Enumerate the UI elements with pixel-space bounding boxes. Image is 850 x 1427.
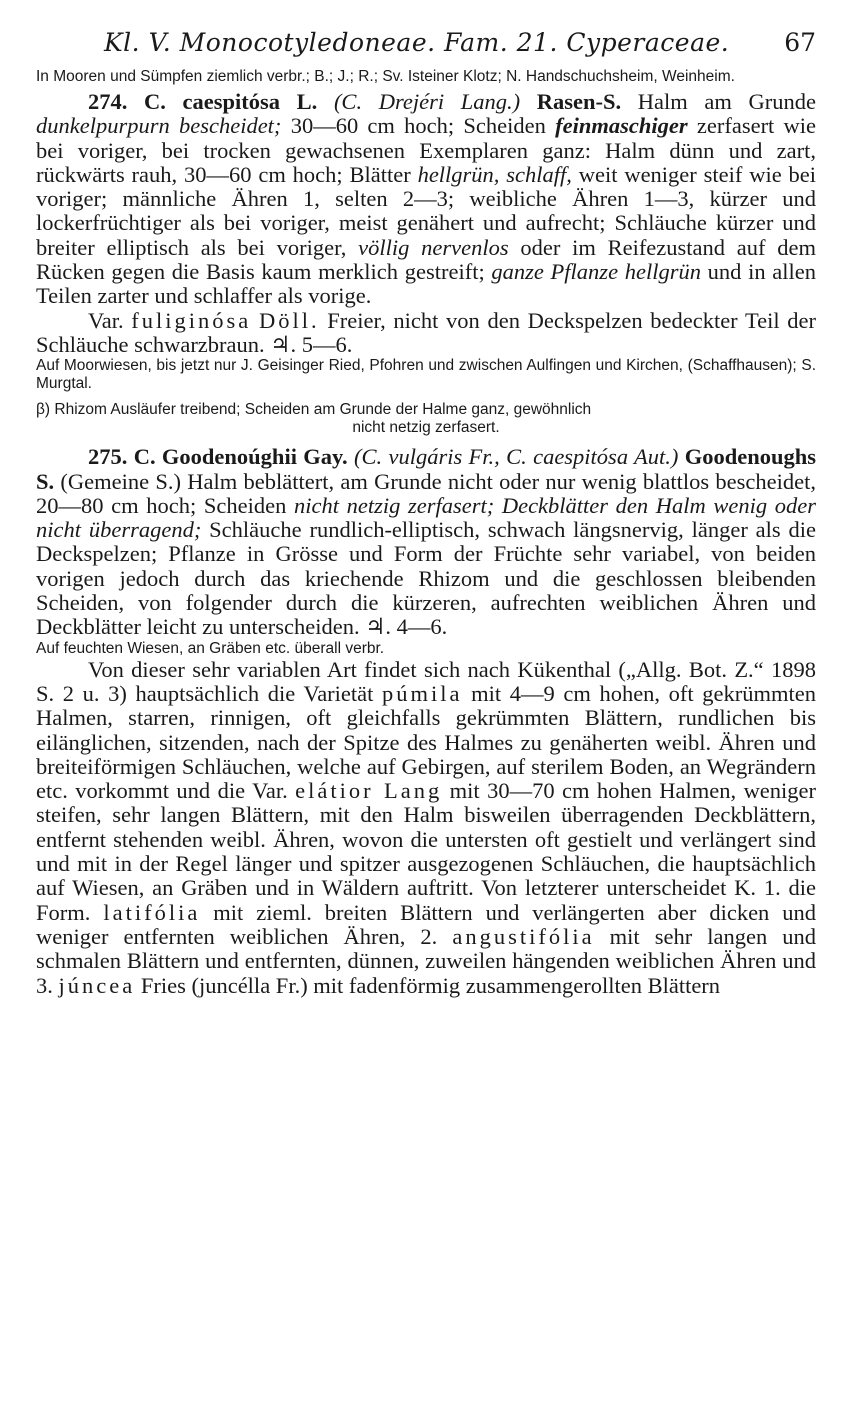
entry-275-discussion xyxy=(36,658,816,998)
discussion-text-3: mit 30—70 cm hohen Halmen, weniger steifen, sehr langen Blättern, mit den Halm bisweilen überragenden Deckblättern, entfernt stehenden weibl. Ähren, wovon die untersten oft gestielt und verlängert sind und mit in der Regel länger und spitzer ausgezogenen Schläuchen, die hauptsächlich auf Wiesen, an Gräben und in Wäldern auftritt. Von letzterer unterscheidet K. 1. die Form. xyxy=(36,778,817,925)
entry-274-synonym: (C. Drejéri Lang.) xyxy=(333,89,521,114)
variety-text: Freier, nicht von den Deckspelzen bedeckter Teil der Schläuche schwarzbraun. ♃. 5—6. xyxy=(36,307,816,357)
form-latifolia: latifólia xyxy=(103,899,201,925)
variety-name: fuliginósa xyxy=(131,307,252,333)
entry-274-italic-3: hellgrün, schlaff, xyxy=(417,161,572,187)
entry-274-variety xyxy=(36,309,816,358)
entry-275-number: 275. xyxy=(88,444,128,470)
entry-274-text-1: Halm am Grunde xyxy=(637,89,817,114)
beta-key-line-1: β) Rhizom Ausläufer treibend; Scheiden am Grunde der Halme ganz, gewöhnlich xyxy=(36,401,592,419)
form-angustifolia: angustifólia xyxy=(452,923,595,949)
entry-274-italic-1: dunkelpurpurn bescheidet; xyxy=(36,113,282,139)
entry-275-italic-1: nicht netzig zerfasert; Deckblätter den Halm wenig oder nicht überragend; xyxy=(36,492,817,543)
discussion-text-6: Fries (juncélla Fr.) mit fadenförmig zusammengerollten Blättern xyxy=(140,972,721,998)
discussion-text-5: mit sehr langen und schmalen Blättern und entfernten, dünnen, zuweilen hängenden weiblichen Ähren und 3. xyxy=(36,923,817,998)
entry-275-habitat-note: Auf feuchten Wiesen, an Gräben etc. überall verbr. xyxy=(36,639,385,657)
intro-habitat-note: In Mooren und Sümpfen ziemlich verbr.; B.; J.; R.; Sv. Isteiner Klotz; N. Handschuchsheim, Weinheim. xyxy=(36,68,735,85)
variety-author: Döll. xyxy=(258,307,320,333)
entry-274-text-2: 30—60 cm hoch; Scheiden xyxy=(290,113,546,139)
entry-274-text-4: weit weniger steif wie bei voriger; männliche Ähren 1, selten 2—3; weibliche Ähren 1—3, kürzer und lockerfrüchtiger als bei voriger, meist genähert und aufrecht; Schläuche kürzer und breiter elliptisch als bei voriger, xyxy=(36,161,817,260)
entry-274 xyxy=(36,90,816,309)
discussion-text-2: mit 4—9 cm hohen, oft gekrümmten Halmen, starren, rinnigen, oft gleichfalls gekrümmten Blättern, rundlichen bis eilänglichen, sitzenden, nach der Spitze des Halmes zu genäherten weibl. Ähren und breiteiförmigen Schläuchen, welche auf Gebirgen, auf sterilem Boden, an Wegrändern etc. vorkommt und die Var. xyxy=(36,680,816,804)
entry-274-italic-5: ganze Pflanze hellgrün xyxy=(491,259,701,285)
book-page xyxy=(36,28,816,998)
entry-275-synonym: (C. vulgáris Fr., C. caespitósa Aut.) xyxy=(354,444,679,470)
form-juncea: júncea xyxy=(58,972,136,998)
discussion-text-4: mit zieml. breiten Blättern und verlängerten aber dicken und weniger entfernten weiblichen Ähren, 2. xyxy=(36,899,817,949)
running-header xyxy=(36,28,816,64)
variety-elatior: elátior Lang xyxy=(295,778,443,804)
entry-274-name: C. caespitósa L. xyxy=(144,89,318,114)
entry-275-name: C. Goodenoúghii Gay. xyxy=(133,444,348,470)
entry-274-italic-4: völlig nervenlos xyxy=(358,234,509,260)
entry-275-text-1: (Gemeine S.) Halm beblättert, am Grunde nicht oder nur wenig blattlos bescheidet, 20—80 cm hoch; Scheiden xyxy=(36,468,817,518)
entry-274-italic-2: feinmaschiger xyxy=(555,113,688,139)
entry-275-text-2: Schläuche rundlich-elliptisch, schwach längsnervig, länger als die Deckspelzen; Pflanze in Grösse und Form der Früchte sehr variabel, von beiden vorigen jedoch durch das kriechende Rhizom und die geschlossen bleibenden Scheiden, von folgender durch die kürzeren, aufrechten weiblichen Ähren und Deckblätter leicht zu unterscheiden. ♃. 4—6. xyxy=(36,517,817,640)
discussion-text-1: Von dieser sehr variablen Art findet sich nach Kükenthal („Allg. Bot. Z.“ 1898 S. 2 u. 3) hauptsächlich die Varietät xyxy=(36,656,816,706)
beta-key-line-2: nicht netzig zerfasert. xyxy=(352,419,500,437)
variety-prefix: Var. xyxy=(88,307,124,333)
entry-275-common-name: Goodenoughs S. xyxy=(36,444,816,494)
variety-pumila: púmila xyxy=(382,680,463,706)
entry-274-common-name: Rasen-S. xyxy=(536,89,622,114)
entry-274-locality-note: Auf Moorwiesen, bis jetzt nur J. Geisinger Ried, Pfohren und zwischen Aulfingen und Kirchen, (Schaffhausen); S. Murgtal. xyxy=(36,357,816,393)
entry-274-text-6: und in allen Teilen zarter und schlaffer als vorige. xyxy=(36,259,817,309)
entry-275 xyxy=(36,445,816,639)
entry-274-text-5: oder im Reifezustand auf dem Rücken gegen die Basis kaum merklich gestreift; xyxy=(36,234,816,285)
page-number: 67 xyxy=(784,28,816,57)
entry-274-text-3: zerfasert wie bei voriger, bei trocken gewachsenen Exemplaren ganz: Halm dünn und zart, rückwärts rauh, 30—60 cm hoch; Blätter xyxy=(36,113,817,187)
header-title: Kl. V. Monocotyledoneae. Fam. 21. Cyperaceae. xyxy=(104,28,730,57)
entry-274-number: 274. xyxy=(88,89,128,114)
